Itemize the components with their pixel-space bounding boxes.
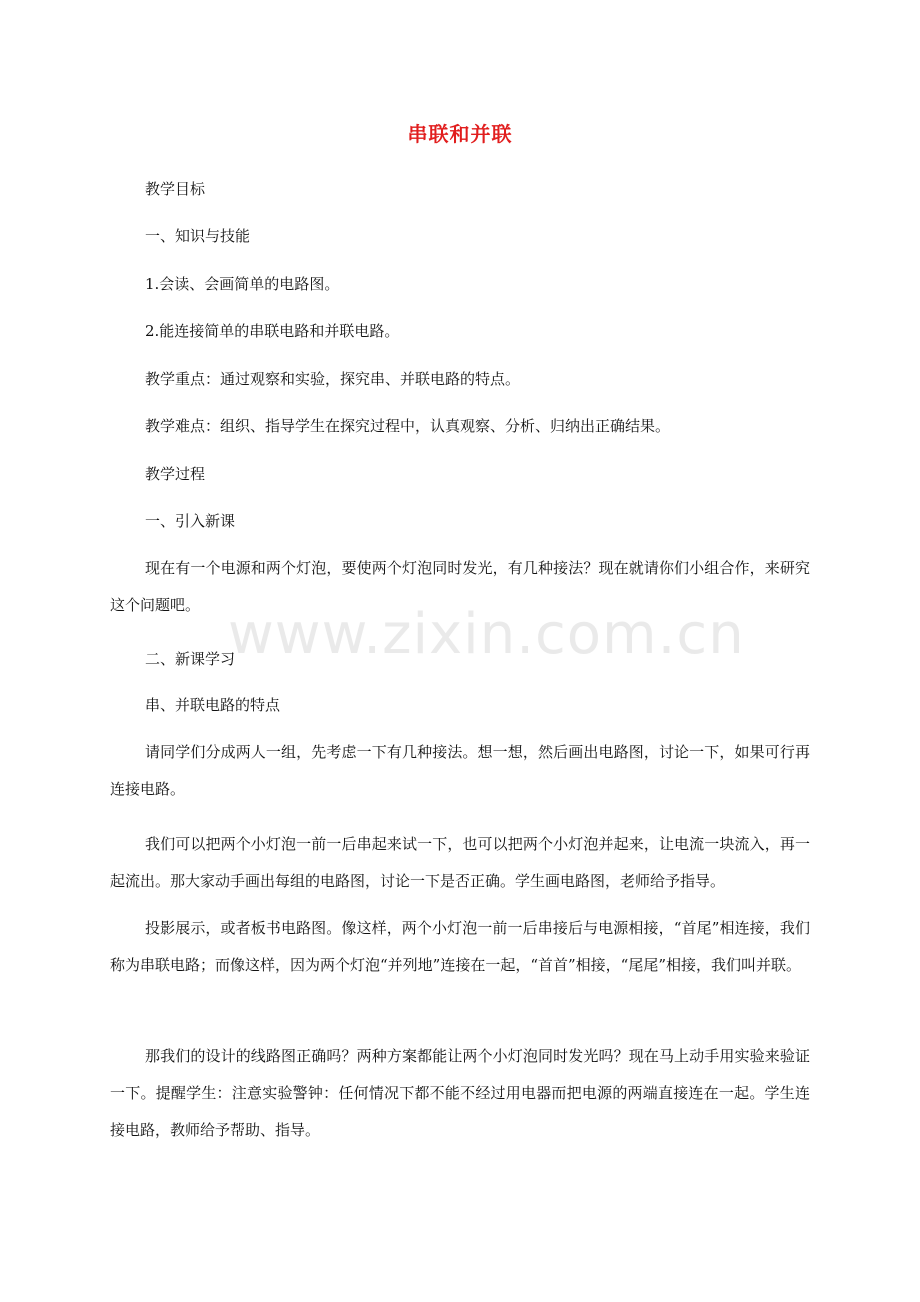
intro-paragraph: 现在有一个电源和两个灯泡，要使两个灯泡同时发光，有几种接法？现在就请你们小组合作，来研究这个问题吧。 xyxy=(110,559,810,614)
connect-paragraph: 我们可以把两个小灯泡一前一后串起来试一下，也可以把两个小灯泡并起来，让电流一块流入，再一起流出。那大家动手画出每组的电路图，讨论一下是否正确。学生画电路图，老师给予指导。 xyxy=(110,835,810,890)
watermark-text: www.zixin.com.cn xyxy=(228,602,745,667)
process-heading: 教学过程 xyxy=(145,465,206,483)
intro-heading: 一、引入新课 xyxy=(145,512,236,530)
projection-paragraph: 投影展示，或者板书电路图。像这样，两个小灯泡一前一后串接后与电源相接，“首尾”相连接，我们称为串联电路；而像这样，因为两个灯泡“并列地”连接在一起，“首首”相接，“尾尾”相接，我们叫并联。 xyxy=(110,919,810,974)
group-paragraph: 请同学们分成两人一组，先考虑一下有几种接法。想一想，然后画出电路图，讨论一下，如果可行再连接电路。 xyxy=(110,743,810,798)
key-point-text: 教学重点：通过观察和实验，探究串、并联电路的特点。 xyxy=(145,370,521,388)
new-lesson-heading: 二、新课学习 xyxy=(145,650,236,668)
objectives-heading: 教学目标 xyxy=(145,180,206,198)
knowledge-heading: 一、知识与技能 xyxy=(145,227,251,245)
document-title: 串联和并联 xyxy=(407,122,513,146)
objective-item-1: 1.会读、会画简单的电路图。 xyxy=(145,275,340,293)
objective-item-2: 2.能连接简单的串联电路和并联电路。 xyxy=(145,322,400,340)
difficult-point-text: 教学难点：组织、指导学生在探究过程中，认真观察、分析、归纳出正确结果。 xyxy=(145,417,671,435)
verify-paragraph: 那我们的设计的线路图正确吗？两种方案都能让两个小灯泡同时发光吗？现在马上动手用实验来验证一下。提醒学生：注意实验警钟：任何情况下都不能不经过用电器而把电源的两端直接连在一起。学生连接电路，教师给予帮助、指导。 xyxy=(110,1047,810,1139)
feature-heading: 串、并联电路的特点 xyxy=(145,696,281,714)
